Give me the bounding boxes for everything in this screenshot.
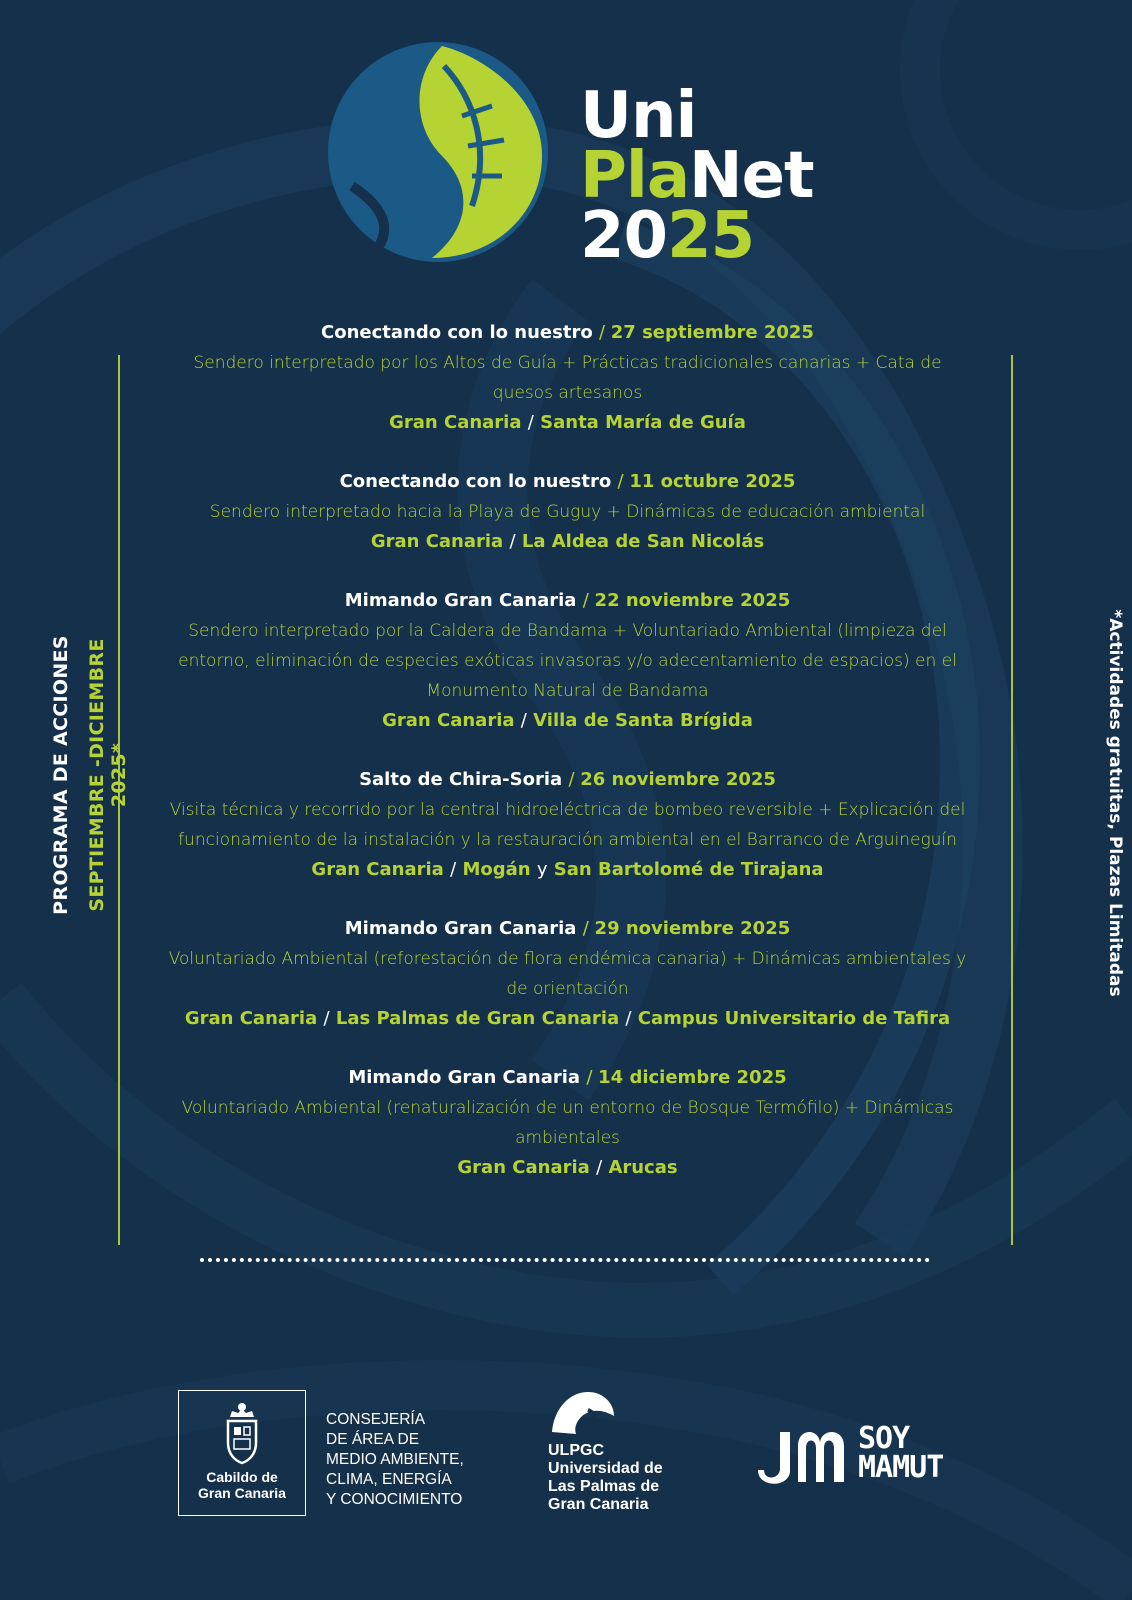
event-date: 14 diciembre 2025 [598, 1067, 787, 1088]
event-location: Gran Canaria / Villa de Santa Brígida [382, 710, 753, 731]
program-side-label [50, 605, 130, 945]
event-heading: Mimando Gran Canaria / 14 diciembre 2025 [348, 1067, 787, 1088]
wordmark-year: 2025 [580, 199, 755, 273]
event-date: 26 noviembre 2025 [580, 769, 776, 790]
event-item [140, 467, 995, 557]
event-heading: Conectando con lo nuestro / 27 septiembre 2025 [321, 322, 814, 343]
dotted-separator [200, 1258, 930, 1262]
event-location: Gran Canaria / Santa María de Guía [389, 412, 746, 433]
event-heading: Mimando Gran Canaria / 29 noviembre 2025 [344, 918, 791, 939]
consejeria-text: CONSEJERÍA DE ÁREA DE MEDIO AMBIENTE, CLIMA, ENERGÍA Y CONOCIMIENTO [326, 1411, 464, 1508]
event-description: Voluntariado Ambiental (reforestación de flora endémica canaria) + Dinámicas ambientales y de orientación [168, 949, 967, 999]
event-location: Gran Canaria / Las Palmas de Gran Canaria / Campus Universitario de Tafira [184, 1008, 951, 1029]
event-location: Gran Canaria / Arucas [457, 1157, 678, 1178]
event-date: 29 noviembre 2025 [594, 918, 791, 939]
event-description: Sendero interpretado por la Caldera de Bandama + Voluntariado Ambiental (limpieza del entorno, eliminación de especies exóticas invasoras y/o adecentamiento de espacios) en el Monumento Natural de Bandama [178, 621, 957, 701]
right-divider-line [1011, 355, 1013, 1245]
event-heading: Conectando con lo nuestro / 11 octubre 2025 [339, 471, 796, 492]
events-list [140, 318, 995, 1212]
event-item [140, 586, 995, 736]
ulpgc-logo-icon [548, 1388, 618, 1436]
ulpgc-text: ULPGC Universidad de Las Palmas de Gran Canaria [548, 1442, 663, 1513]
event-description: Voluntariado Ambiental (renaturalización de un entorno de Bosque Termófilo) + Dinámicas ambientales [181, 1098, 954, 1148]
mamut-logo-icon [758, 1422, 854, 1486]
uniplanet-logo-icon [322, 36, 554, 268]
cabildo-logo: Cabildo de Gran Canaria [178, 1390, 306, 1516]
mamut-wordmark: SOY MAMUT [858, 1421, 944, 1485]
event-title: Salto de Chira-Soria [359, 769, 563, 790]
event-item [140, 765, 995, 885]
event-date: 27 septiembre 2025 [610, 322, 814, 343]
program-dates: SEPTIEMBRE -DICIEMBRE 2025* [86, 638, 130, 912]
event-date: 11 octubre 2025 [629, 471, 796, 492]
event-date: 22 noviembre 2025 [594, 590, 791, 611]
event-description: Visita técnica y recorrido por la central hidroeléctrica de bombeo reversible + Explicación del funcionamiento de la instalación y la restauración ambiental en el Barranco de Arguineguín [169, 800, 966, 850]
program-title: PROGRAMA DE ACCIONES [50, 635, 72, 915]
event-title: Mimando Gran Canaria [344, 590, 577, 611]
event-item [140, 914, 995, 1034]
event-title: Mimando Gran Canaria [344, 918, 577, 939]
wordmark-uni: Uni [580, 79, 697, 153]
wordmark-planet: PlaNet [580, 139, 814, 213]
event-title: Conectando con lo nuestro [321, 322, 593, 343]
event-title: Mimando Gran Canaria [348, 1067, 581, 1088]
crest-icon [222, 1401, 262, 1465]
event-heading: Salto de Chira-Soria / 26 noviembre 2025 [359, 769, 776, 790]
event-item [140, 1063, 995, 1183]
event-location: Gran Canaria / La Aldea de San Nicolás [370, 531, 765, 552]
event-location: Gran Canaria / Mogán y San Bartolomé de Tirajana [311, 859, 824, 880]
event-description: Sendero interpretado por los Altos de Guía + Prácticas tradicionales canarias + Cata de quesos artesanos [193, 353, 942, 403]
free-activities-note: *Actividades gratuitas, Plazas Limitadas [1105, 609, 1125, 997]
uniplanet-wordmark [580, 79, 814, 273]
event-item [140, 318, 995, 438]
event-heading: Mimando Gran Canaria / 22 noviembre 2025 [344, 590, 791, 611]
event-description: Sendero interpretado hacia la Playa de Guguy + Dinámicas de educación ambiental [209, 502, 926, 522]
event-title: Conectando con lo nuestro [339, 471, 612, 492]
